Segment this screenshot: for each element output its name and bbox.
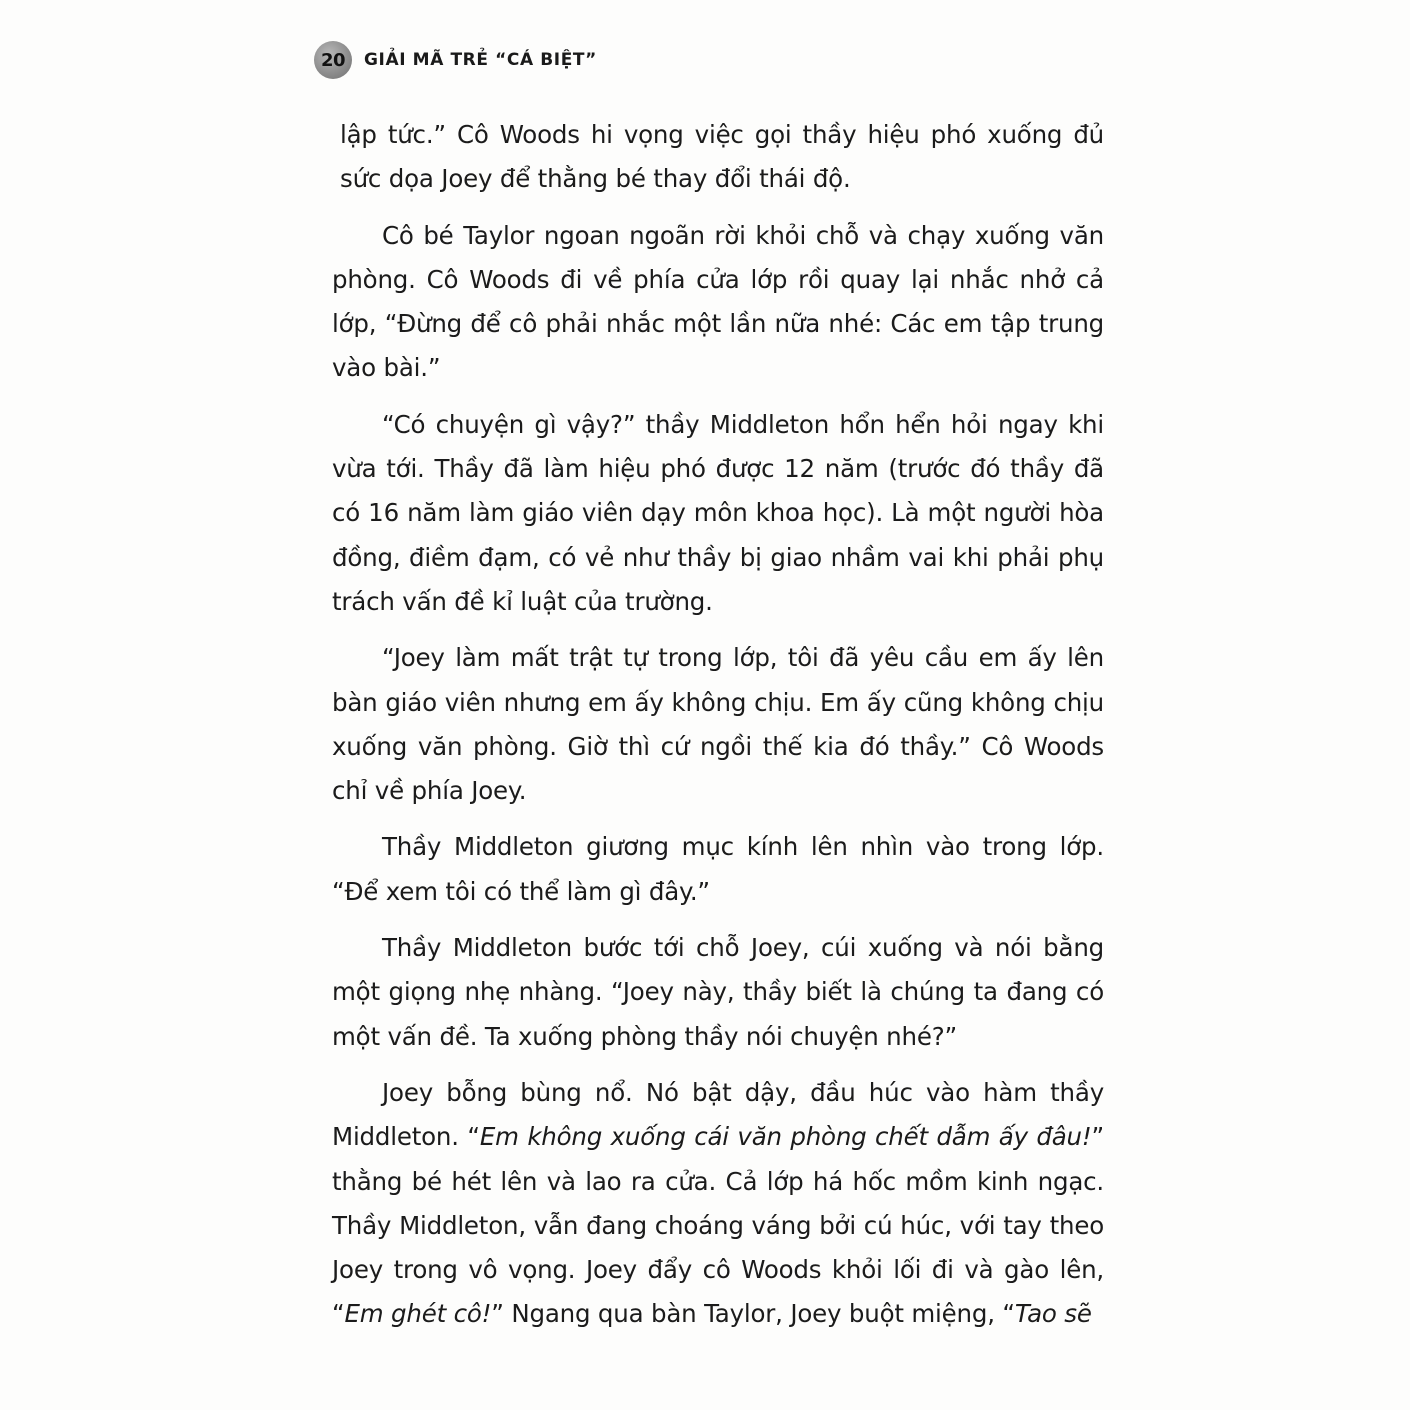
paragraph-text: ” Ngang qua bàn Taylor, Joey buột miệng, “ <box>491 1299 1015 1329</box>
body-text <box>332 113 1104 1349</box>
paragraph: “Joey làm mất trật tự trong lớp, tôi đã yêu cầu em ấy lên bàn giáo viên nhưng em ấy không chịu. Em ấy cũng không chịu xuống văn phòng. Giờ thì cứ ngồi thế kia đó thầy.” Cô Woods chỉ về phía Joey. <box>332 643 1104 806</box>
running-title: GIẢI MÃ TRẺ “CÁ BIỆT” <box>364 50 597 70</box>
paragraph: Thầy Middleton giương mục kính lên nhìn vào trong lớp. “Để xem tôi có thể làm gì đây.” <box>332 832 1104 906</box>
paragraph: Thầy Middleton bước tới chỗ Joey, cúi xuống và nói bằng một giọng nhẹ nhàng. “Joey này, thầy biết là chúng ta đang có một vấn đề. Ta xuống phòng thầy nói chuyện nhé?” <box>332 933 1104 1051</box>
paragraph-text: Joey bỗng bùng nổ. Nó bật dậy, đầu húc vào hàm thầy Middleton. “ <box>332 1077 1104 1152</box>
italic-quote: Em ghét cô! <box>344 1299 492 1329</box>
page-header <box>314 40 597 80</box>
page-number: 20 <box>320 49 346 71</box>
paragraph: “Có chuyện gì vậy?” thầy Middleton hổn hển hỏi ngay khi vừa tới. Thầy đã làm hiệu phó được 12 năm (trước đó thầy đã có 16 năm làm giáo viên dạy môn khoa học). Là một người hòa đồng, điềm đạm, có vẻ như thầy bị giao nhầm vai khi phải phụ trách vấn đề kỉ luật của trường. <box>332 409 1104 616</box>
page-number-badge <box>314 41 352 79</box>
paragraph-text: ” thằng bé hét lên và lao ra cửa. Cả lớp há hốc mồm kinh ngạc. Thầy Middleton, vẫn đang choáng váng bởi cú húc, với tay theo Joey trong vô vọng. Joey đẩy cô Woods khỏi lối đi và gào lên, “ <box>332 1122 1105 1329</box>
paragraph: Cô bé Taylor ngoan ngoãn rời khỏi chỗ và chạy xuống văn phòng. Cô Woods đi về phía cửa lớp rồi quay lại nhắc nhở cả lớp, “Đừng để cô phải nhắc một lần nữa nhé: Các em tập trung vào bài.” <box>332 220 1104 383</box>
paragraph-mixed <box>332 1071 1104 1337</box>
italic-quote: Em không xuống cái văn phòng chết dẫm ấy đâu! <box>479 1122 1092 1152</box>
italic-quote: Tao sẽ <box>1014 1299 1092 1329</box>
paragraph: lập tức.” Cô Woods hi vọng việc gọi thầy hiệu phó xuống đủ sức dọa Joey để thằng bé thay đổi thái độ. <box>340 120 1104 194</box>
